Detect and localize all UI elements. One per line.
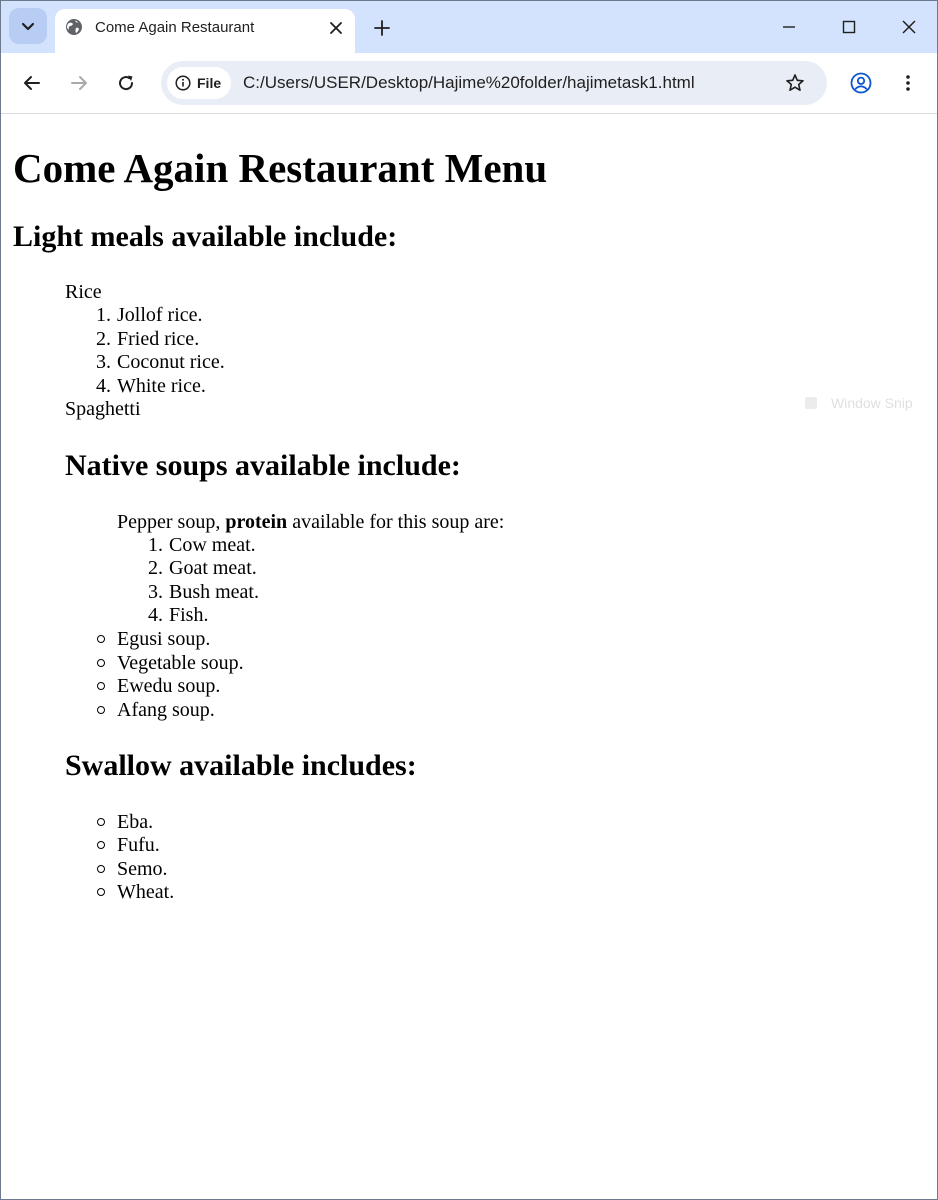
bookmark-button[interactable] bbox=[781, 69, 809, 97]
arrow-right-icon bbox=[70, 74, 88, 92]
page-content bbox=[1, 114, 937, 1199]
spaghetti-label: Spaghetti bbox=[65, 398, 141, 420]
list-number: 2. bbox=[148, 557, 163, 579]
list-bullet bbox=[97, 841, 105, 849]
tab-search-button[interactable] bbox=[9, 8, 47, 44]
list-item: Jollof rice. bbox=[117, 304, 203, 326]
list-bullet bbox=[97, 818, 105, 826]
list-item: Fufu. bbox=[117, 834, 160, 856]
snip-overlay bbox=[797, 390, 927, 416]
list-bullet bbox=[97, 865, 105, 873]
native-soups-heading: Native soups available include: bbox=[65, 449, 461, 482]
back-button[interactable] bbox=[16, 67, 48, 99]
list-number: 3. bbox=[96, 351, 111, 373]
minimize-button[interactable] bbox=[769, 11, 809, 43]
globe-icon bbox=[65, 18, 83, 36]
rice-label: Rice bbox=[65, 281, 102, 303]
list-number: 2. bbox=[96, 328, 111, 350]
snip-icon bbox=[805, 397, 817, 409]
site-chip-label: File bbox=[197, 75, 222, 91]
list-number: 3. bbox=[148, 581, 163, 603]
close-window-button[interactable] bbox=[889, 11, 929, 43]
chevron-down-icon bbox=[20, 18, 36, 34]
list-item: Vegetable soup. bbox=[117, 652, 244, 674]
plus-icon bbox=[374, 20, 390, 36]
list-item: White rice. bbox=[117, 375, 206, 397]
forward-button[interactable] bbox=[63, 67, 95, 99]
tab-title: Come Again Restaurant bbox=[95, 19, 255, 36]
list-number: 1. bbox=[148, 534, 163, 556]
list-number: 4. bbox=[96, 375, 111, 397]
list-item: Eba. bbox=[117, 811, 154, 833]
tab-active[interactable] bbox=[55, 9, 355, 53]
list-bullet bbox=[97, 706, 105, 714]
new-tab-button[interactable] bbox=[369, 15, 395, 41]
list-item: Wheat. bbox=[117, 881, 175, 903]
list-item: Bush meat. bbox=[169, 581, 259, 603]
menu-button[interactable] bbox=[892, 67, 924, 99]
list-bullet bbox=[97, 635, 105, 643]
protein-bold: protein bbox=[225, 511, 288, 533]
swallow-heading: Swallow available includes: bbox=[65, 749, 417, 782]
minimize-icon bbox=[782, 20, 796, 34]
pepper-soup-suffix: available for this soup are: bbox=[287, 511, 505, 533]
maximize-button[interactable] bbox=[829, 11, 869, 43]
light-meals-heading: Light meals available include: bbox=[13, 220, 398, 253]
tab-close-button[interactable] bbox=[325, 17, 347, 39]
list-item: Coconut rice. bbox=[117, 351, 225, 373]
account-icon bbox=[850, 72, 872, 94]
maximize-icon bbox=[842, 20, 856, 34]
page-title: Come Again Restaurant Menu bbox=[13, 145, 548, 191]
list-number: 4. bbox=[148, 604, 163, 626]
list-item: Fish. bbox=[169, 604, 209, 626]
profile-button[interactable] bbox=[845, 67, 877, 99]
list-number: 1. bbox=[96, 304, 111, 326]
list-item: Egusi soup. bbox=[117, 628, 211, 650]
pepper-soup-line bbox=[117, 511, 504, 534]
close-icon bbox=[902, 20, 916, 34]
list-item: Fried rice. bbox=[117, 328, 200, 350]
snip-label: Window Snip bbox=[831, 395, 913, 411]
list-item: Semo. bbox=[117, 858, 168, 880]
reload-icon bbox=[117, 74, 135, 92]
list-bullet bbox=[97, 682, 105, 690]
pepper-soup-prefix: Pepper soup, bbox=[117, 511, 226, 533]
more-vert-icon bbox=[905, 74, 911, 92]
info-icon bbox=[175, 75, 191, 91]
browser-toolbar bbox=[1, 53, 937, 114]
list-item: Afang soup. bbox=[117, 699, 215, 721]
url-text[interactable]: C:/Users/USER/Desktop/Hajime%20folder/hajimetask1.html bbox=[243, 73, 695, 92]
list-bullet bbox=[97, 659, 105, 667]
list-item: Cow meat. bbox=[169, 534, 256, 556]
star-icon bbox=[785, 73, 805, 93]
reload-button[interactable] bbox=[110, 67, 142, 99]
close-icon bbox=[330, 22, 342, 34]
arrow-left-icon bbox=[23, 74, 41, 92]
list-item: Goat meat. bbox=[169, 557, 257, 579]
address-bar[interactable] bbox=[161, 61, 827, 105]
tab-strip bbox=[1, 1, 937, 53]
list-item: Ewedu soup. bbox=[117, 675, 221, 697]
site-info-chip[interactable] bbox=[167, 67, 231, 99]
list-bullet bbox=[97, 888, 105, 896]
